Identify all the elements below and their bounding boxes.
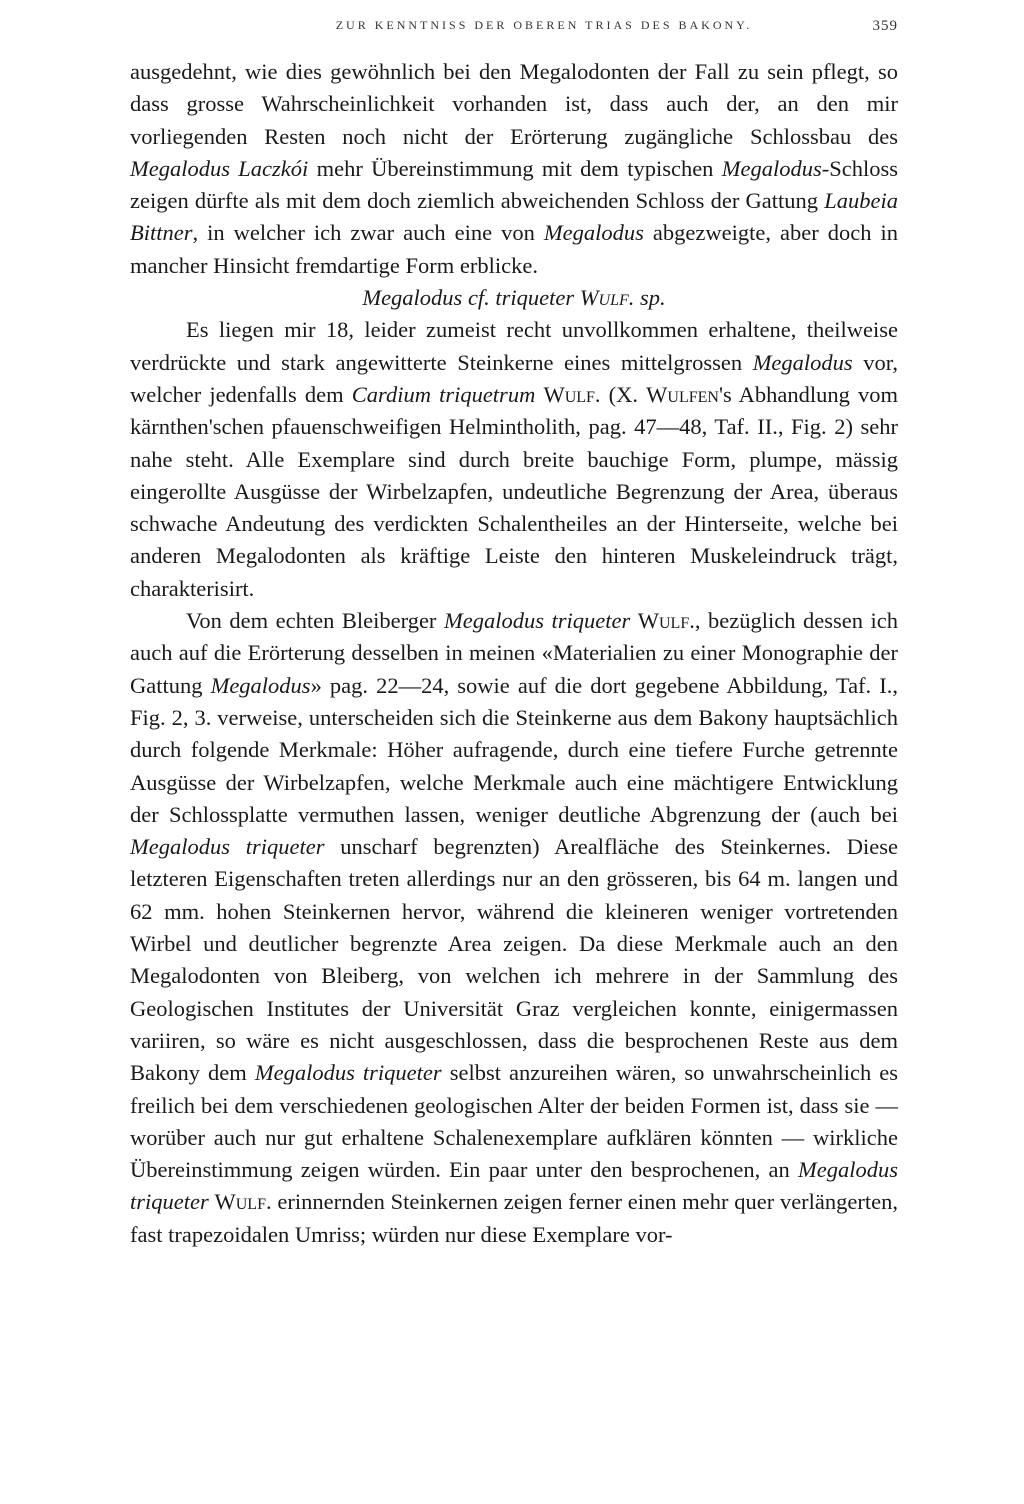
italic-text: Megalodus (752, 349, 853, 375)
author-name: Wulf (214, 1189, 266, 1215)
running-head (130, 18, 898, 40)
text-run: mehr Übereinstimmung mit dem typischen (308, 155, 722, 181)
text-run: Von dem echten Bleiberger (186, 608, 444, 634)
author-name: Wulf (637, 608, 690, 634)
italic-text: Laubeia Bittner (130, 188, 898, 246)
author-name: Wulf (579, 285, 629, 311)
author-name: Wulfen (646, 381, 719, 407)
paragraph (130, 314, 898, 605)
paragraph (130, 605, 898, 1251)
text-run: » pag. 22—24, sowie auf die dort gegebene Abbildung, Taf. I., Fig. 2, 3. verweise, unterscheiden sich die Steinkerne aus dem Bakony hauptsächlich durch folgende Merkmale: Höher aufragende, durch eine tiefere Furche getrennte Ausgüsse der Wirbelzapfen, welche Merkmale auch eine mächtigere Entwicklung der Schlossplatte vermuthen lassen, weniger deutliche Abgrenzung der (auch bei (130, 672, 898, 827)
italic-text: Megalodus triqueter (254, 1060, 442, 1086)
paragraph-continuation (130, 56, 898, 282)
text-run: Megalodus cf. triqueter (362, 285, 580, 311)
page-number: 359 (872, 18, 898, 34)
italic-text: Megalodus Laczkói (130, 155, 309, 181)
italic-text: Megalodus (721, 155, 822, 181)
running-title: ZUR KENNTNISS DER OBEREN TRIAS DES BAKONY. (335, 18, 753, 32)
text-run: ., bezüglich dessen ich auch auf die Erörterung desselben in meinen «Materialien zu einer Monographie der Gattung (130, 608, 899, 698)
text-run: Es liegen mir 18, leider zumeist recht unvollkommen erhaltene, theilweise verdrückte und stark angewitterte Steinkerne eines mittelgrossen (130, 317, 898, 375)
text-run: 's Abhandlung vom kärnthen'schen pfauenschweifigen Helmintholith, pag. 47—48, Taf. II., Fig. 2) sehr nahe steht. Alle Exemplare sind durch breite bauchige Form, plumpe, mässig eingerollte Ausgüsse der Wirbelzapfen, undeutliche Begrenzung der Area, überaus schwache Andeutung des verdickten Schalentheiles an der Hinterseite, welche bei anderen Megalodonten als kräftige Leiste den hinteren Muskeleindruck trägt, charakterisirt. (130, 381, 898, 601)
italic-text: Megalodus (543, 220, 644, 246)
section-title (130, 282, 898, 314)
body-text (130, 56, 898, 1251)
text-run: . (X. (594, 381, 647, 407)
page (130, 18, 898, 1251)
italic-text: Cardium triquetrum (351, 381, 536, 407)
italic-text: Megalodus triqueter (130, 1157, 898, 1215)
text-run: selbst anzureihen wären, so unwahrscheinlich es freilich bei dem verschiedenen geologischen Alter der beiden Formen ist, dass sie — worüber auch nur gut erhaltene Schalenexemplare aufklären könnten — wirkliche Übereinstimmung zeigen würden. Ein paar unter den besprochenen, an (130, 1060, 898, 1183)
text-run: vor, welcher jedenfalls dem (130, 349, 898, 407)
italic-text: Megalodus triqueter (130, 834, 325, 860)
text-run: . erinnernden Steinkernen zeigen ferner einen mehr quer verlängerten, fast trapezoidalen Umriss; würden nur diese Exemplare vor- (130, 1189, 898, 1247)
text-run: -Schloss zeigen dürfte als mit dem doch ziemlich abweichenden Schloss der Gattung (130, 155, 898, 214)
italic-text: Megalodus (210, 672, 311, 698)
text-run: . sp. (628, 285, 666, 311)
text-run: abgezweigte, aber doch in mancher Hinsicht fremdartige Form erblicke. (130, 220, 899, 278)
author-name: Wulf (543, 381, 595, 407)
text-run: ausgedehnt, wie dies gewöhnlich bei den Megalodonten der Fall zu sein pflegt, so dass grosse Wahrscheinlichkeit vorhanden ist, dass auch der, an den mir vorliegenden Resten noch nicht der Erörterung zugängliche Schlossbau des (130, 59, 898, 149)
text-run: , in welcher ich zwar auch eine von (192, 220, 544, 246)
text-run (630, 608, 638, 633)
text-run: unscharf begrenzten) Arealfläche des Steinkernes. Diese letzteren Eigenschaften treten allerdings nur an den grösseren, bis 64 m. langen und 62 mm. hohen Steinkernen hervor, während die kleineren weniger vortretenden Wirbel und deutlicher begrenzte Area zeigen. Da diese Merkmale auch an den Megalodonten von Bleiberg, von welchen ich mehrere in der Sammlung des Geologischen Institutes der Universität Graz vergleichen konnte, einigermassen variiren, so wäre es nicht ausgeschlossen, dass die besprochenen Reste aus dem Bakony dem (130, 834, 898, 1086)
italic-text: Megalodus triqueter (443, 608, 631, 634)
